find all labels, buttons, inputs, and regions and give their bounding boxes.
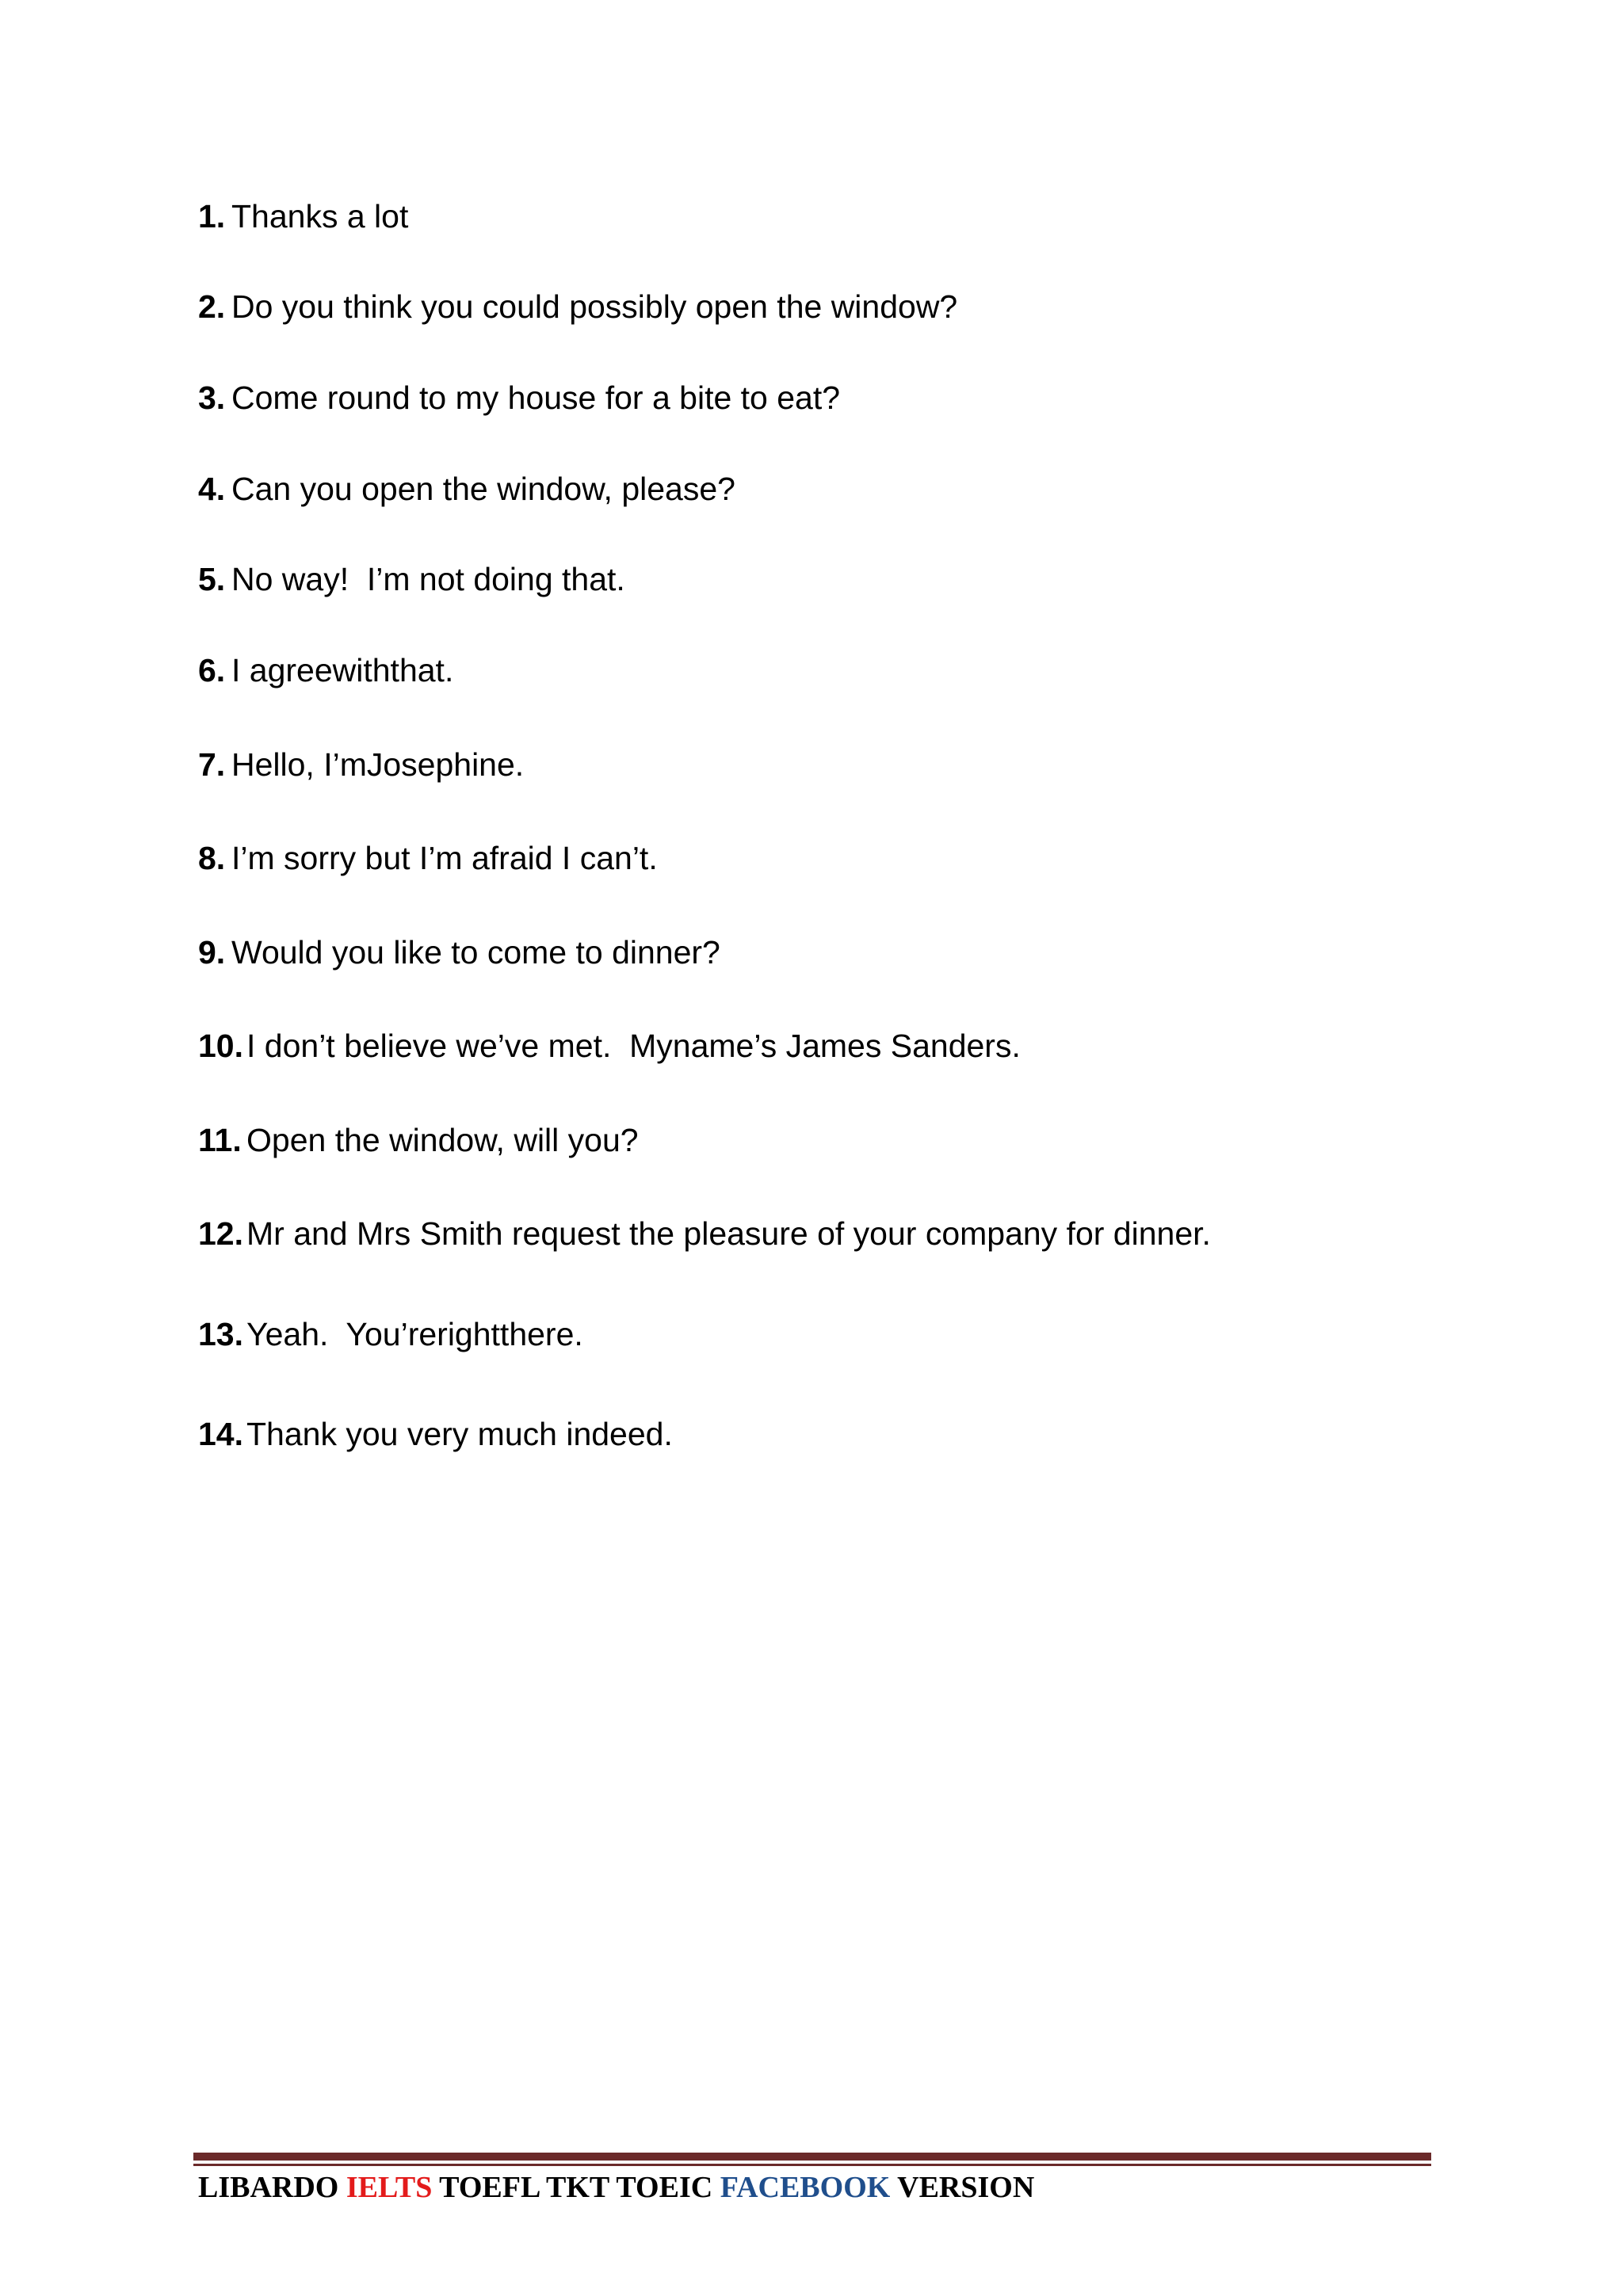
item-number: 7. <box>198 746 226 783</box>
item-text: Hello, I’mJosephine. <box>231 746 525 783</box>
item-text: Come round to my house for a bite to eat? <box>231 379 841 416</box>
list-item <box>198 838 658 878</box>
footer-exams: TOEFL TKT TOEIC <box>432 2171 720 2204</box>
footer-version: VERSION <box>890 2171 1035 2204</box>
item-text: I’m sorry but I’m afraid I can’t. <box>231 840 658 876</box>
item-text: Thank you very much indeed. <box>246 1416 673 1452</box>
list-item <box>198 1314 583 1354</box>
item-text: Open the window, will you? <box>246 1122 639 1158</box>
list-item <box>198 1120 639 1160</box>
list-item <box>198 378 840 418</box>
item-text: Yeah. You’rerightthere. <box>246 1316 583 1352</box>
footer-author: LIBARDO <box>198 2171 346 2204</box>
list-item <box>198 1214 1211 1253</box>
footer-text <box>198 2168 1034 2207</box>
item-text: I agreewiththat. <box>231 652 454 688</box>
list-item <box>198 287 957 326</box>
list-item <box>198 745 524 784</box>
item-number: 1. <box>198 198 226 235</box>
list-item <box>198 1414 673 1454</box>
item-number: 9. <box>198 934 226 971</box>
list-item <box>198 559 625 599</box>
list-item <box>198 196 408 236</box>
item-text: No way! I’m not doing that. <box>231 561 625 597</box>
item-number: 6. <box>198 652 226 688</box>
item-number: 2. <box>198 288 226 325</box>
list-item <box>198 650 453 690</box>
item-text: Thanks a lot <box>231 198 409 235</box>
list-item <box>198 1026 1021 1066</box>
item-text: Can you open the window, please? <box>231 471 735 507</box>
item-number: 14. <box>198 1416 243 1452</box>
footer-rule-thin <box>193 2164 1431 2166</box>
footer-rule-thick <box>193 2153 1431 2161</box>
list-item <box>198 933 720 972</box>
footer-ielts: IELTS <box>346 2171 433 2204</box>
item-number: 5. <box>198 561 226 597</box>
item-number: 12. <box>198 1215 243 1252</box>
footer-facebook: FACEBOOK <box>720 2171 891 2204</box>
item-number: 8. <box>198 840 226 876</box>
item-text: I don’t believe we’ve met. Myname’s James Sanders. <box>246 1028 1021 1064</box>
item-number: 13. <box>198 1316 243 1352</box>
list-item <box>198 469 735 509</box>
item-text: Mr and Mrs Smith request the pleasure of your company for dinner. <box>246 1215 1211 1252</box>
item-number: 11. <box>198 1122 242 1158</box>
item-number: 10. <box>198 1028 243 1064</box>
item-number: 4. <box>198 471 226 507</box>
item-text: Do you think you could possibly open the window? <box>231 288 958 325</box>
item-number: 3. <box>198 379 226 416</box>
item-text: Would you like to come to dinner? <box>231 934 720 971</box>
